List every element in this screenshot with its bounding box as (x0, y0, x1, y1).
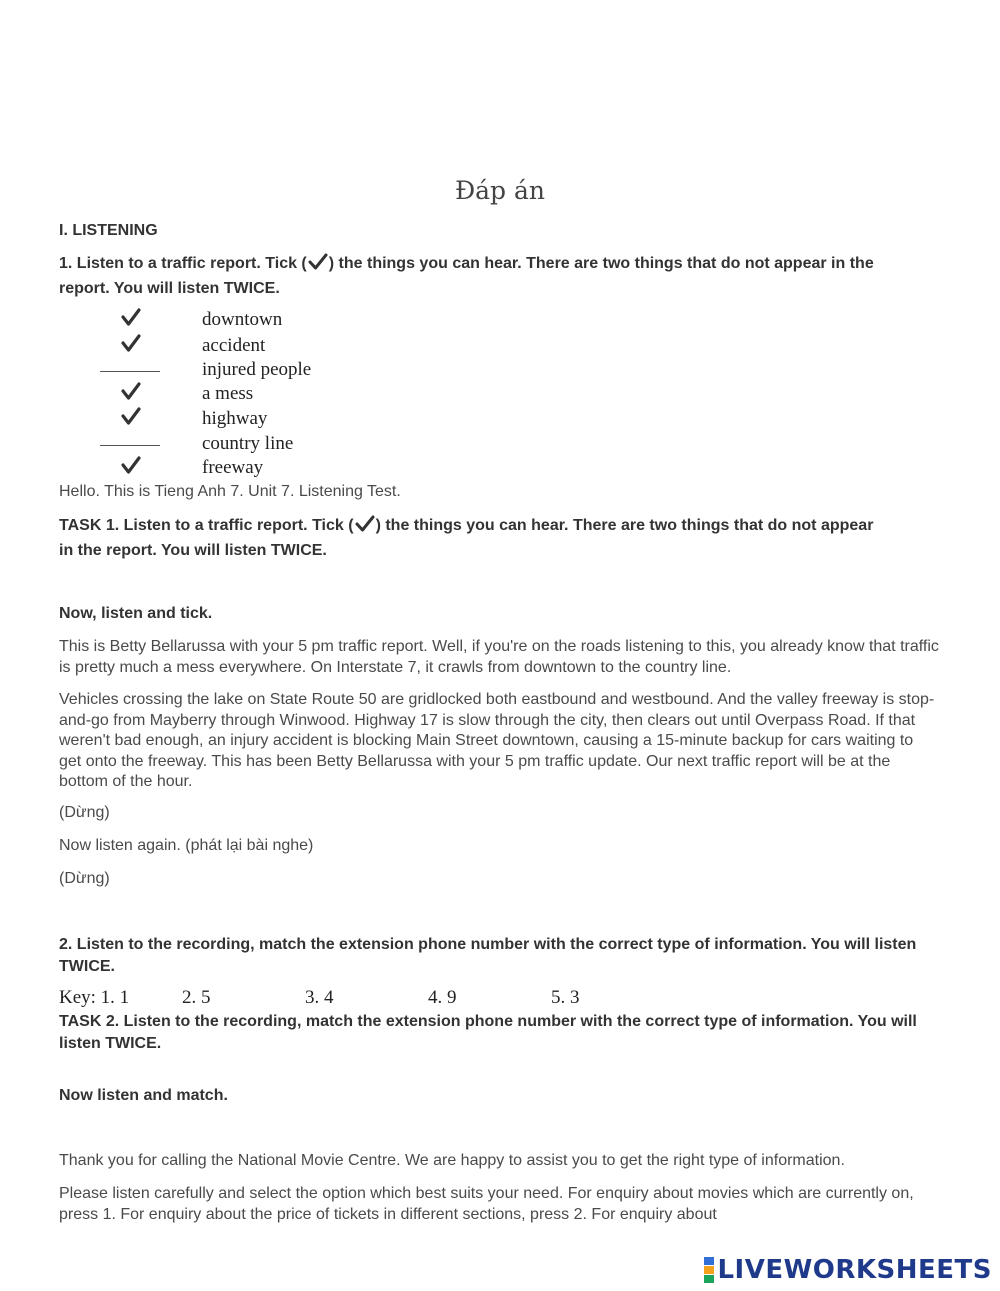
page-title: Đáp án (454, 176, 546, 205)
checkmark-icon (100, 455, 162, 480)
checkmark-icon (100, 406, 162, 431)
logo-block (704, 1266, 714, 1274)
question-1-text-end: ) the things you can hear. There are two things that do not appear in the (328, 255, 874, 272)
item-label: freeway (202, 457, 264, 478)
listen-tick-heading: Now, listen and tick. (59, 605, 213, 622)
question-2-instruction: 2. Listen to the recording, match the extension phone number with the correct type of information. You will listen TWICE. (59, 936, 917, 975)
key-item-5: 5. 3 (551, 987, 580, 1008)
blank-line (100, 437, 160, 446)
transcript-paragraph-2: Vehicles crossing the lake on State Route 50 are gridlocked both eastbound and westbound. And the valley freeway is stop-and-go from Mayberry through Winwood. Highway 17 is slow through the city, then clears out until Overpass Road. If that weren't bad enough, an injury accident is blocking Main Street downtown, causing a 15-minute backup for cars waiting to get onto the freeway. This has been Betty Bellarussa with your 5 pm traffic update. Our next traffic report will be at the bottom of the hour. (59, 691, 935, 790)
intro-text: Hello. This is Tieng Anh 7. Unit 7. Listening Test. (59, 483, 401, 500)
task-1-text-start: TASK 1. Listen to a traffic report. Tick ( (59, 517, 354, 534)
item-label: a mess (202, 383, 254, 404)
task-2-instruction: TASK 2. Listen to the recording, match the extension phone number with the correct type of information. You will listen TWICE. (59, 1013, 917, 1052)
task-1-text-line2: in the report. You will listen TWICE. (59, 542, 327, 559)
question-1-instruction (59, 253, 939, 300)
checkmark-icon (100, 307, 162, 332)
list-item (100, 309, 500, 333)
item-label: accident (202, 335, 266, 356)
task-1-text-end: ) the things you can hear. There are two things that do not appear (375, 517, 874, 534)
checkmark-icon (100, 333, 162, 358)
liveworksheets-logo[interactable] (704, 1255, 992, 1285)
transcript-paragraph-1: This is Betty Bellarussa with your 5 pm traffic report. Well, if you're on the roads listening to this, you already know that traffic is pretty much a mess everywhere. On Interstate 7, it crawls from downtown to the country line. (59, 638, 939, 676)
listen-match-heading: Now listen and match. (59, 1087, 228, 1104)
logo-text: LIVEWORKSHEETS (717, 1255, 992, 1285)
blank-line (100, 363, 160, 372)
checkmark-icon (308, 253, 328, 278)
item-label: downtown (202, 309, 283, 330)
key-item-3: 3. 4 (305, 987, 334, 1008)
stop-note-1: (Dừng) (59, 804, 110, 821)
key-item-2: 2. 5 (182, 987, 211, 1008)
question-1-text-line2: report. You will listen TWICE. (59, 280, 280, 297)
item-label: country line (202, 433, 294, 454)
key-item-1: Key: 1. 1 (59, 987, 130, 1008)
checkmark-icon (100, 381, 162, 406)
logo-blocks-icon (704, 1257, 714, 1283)
logo-block (704, 1275, 714, 1283)
list-item (100, 408, 500, 432)
list-item (100, 383, 500, 407)
item-label: highway (202, 408, 268, 429)
list-item (100, 433, 500, 457)
logo-block (704, 1257, 714, 1265)
listen-again-note: Now listen again. (phát lại bài nghe) (59, 837, 314, 854)
key-item-4: 4. 9 (428, 987, 457, 1008)
list-item (100, 335, 500, 359)
stop-note-2: (Dừng) (59, 870, 110, 887)
section-heading: I. LISTENING (59, 222, 158, 239)
transcript-paragraph-4: Please listen carefully and select the option which best suits your need. For enquiry about movies which are currently on, press 1. For enquiry about the price of tickets in different sections, press 2. For enquiry about (59, 1185, 914, 1223)
transcript-paragraph-3: Thank you for calling the National Movie Centre. We are happy to assist you to get the right type of information. (59, 1152, 845, 1169)
task-1-instruction (59, 515, 939, 562)
list-item (100, 359, 500, 383)
list-item (100, 457, 500, 481)
checkmark-icon (355, 515, 375, 540)
item-label: injured people (202, 359, 312, 380)
answer-key (59, 987, 759, 1011)
question-1-text-start: 1. Listen to a traffic report. Tick ( (59, 255, 307, 272)
